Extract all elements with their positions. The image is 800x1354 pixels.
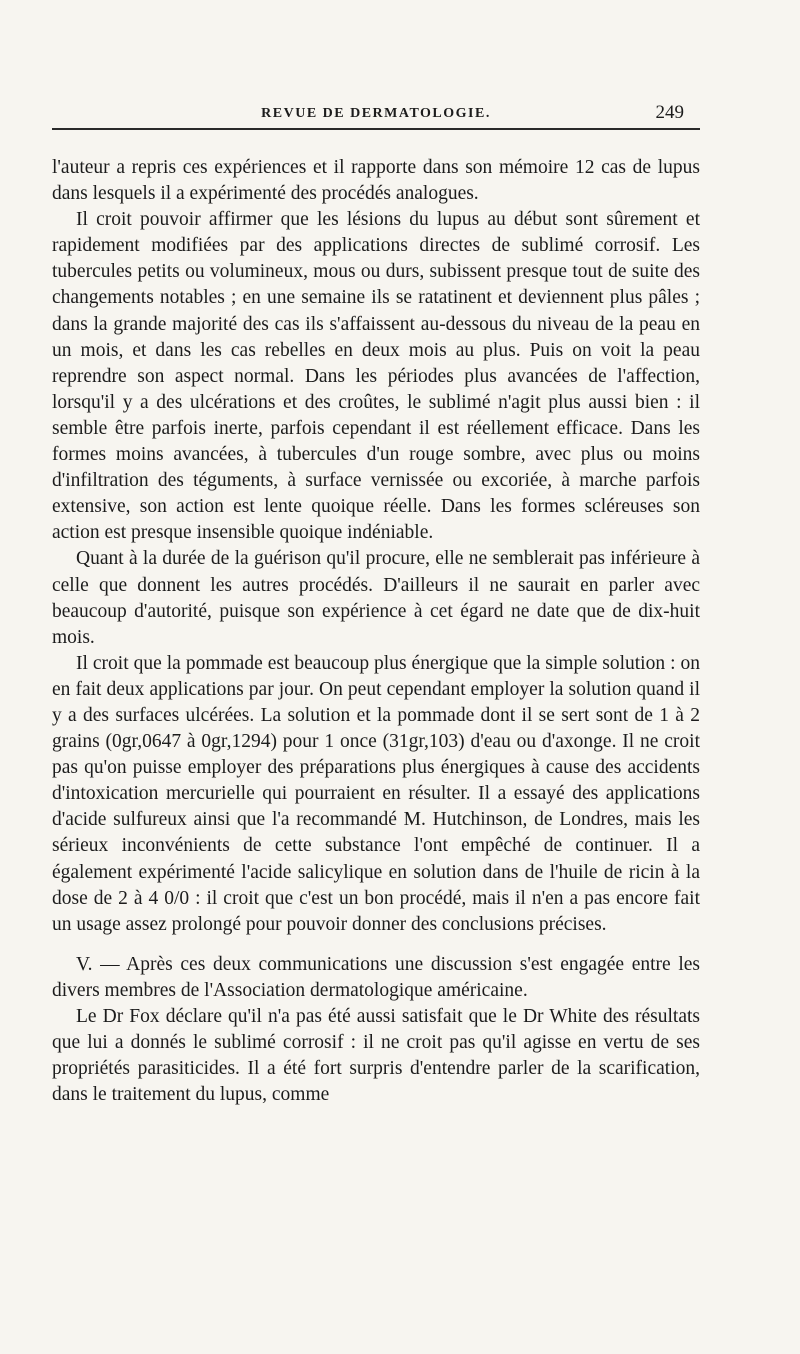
body-text bbox=[52, 155, 700, 1108]
paragraph: Il croit que la pommade est beaucoup plus énergique que la simple solution : on en fait deux applications par jour. On peut cependant employer la solution quand il y a des surfaces ulcérées. La solution et la pommade dont il se sert sont de 1 à 2 grains (0gr,0647 à 0gr,1294) pour 1 once (31gr,103) d'eau ou d'axonge. Il ne croit pas qu'on puisse employer des préparations plus énergiques à cause des accidents d'intoxication mercurielle qui pourraient en résulter. Il a essayé des applications d'acide sulfureux ainsi que l'a recommandé M. Hutchinson, de Londres, mais les sérieux inconvénients de cette substance l'ont empêché de continuer. Il a également expérimenté l'acide salicylique en solution dans de l'huile de ricin à la dose de 2 à 4 0/0 : il croit que c'est un bon procédé, mais il n'en a pas encore fait un usage assez prolongé pour pouvoir donner des conclusions précises. bbox=[52, 652, 700, 935]
paragraph-continuation: l'auteur a repris ces expériences et il rapporte dans son mémoire 12 cas de lupus dans lesquels il a expérimenté des procédés analogues. bbox=[52, 157, 700, 205]
page-number: 249 bbox=[655, 102, 684, 123]
section-v-paragraph: V. — Après ces deux communications une discussion s'est engagée entre les divers membres de l'Association dermatologique américaine. bbox=[52, 953, 700, 1001]
header-rule bbox=[52, 128, 700, 130]
page-header bbox=[52, 100, 700, 126]
paragraph: Il croit pouvoir affirmer que les lésions du lupus au début sont sûrement et rapidement modifiées par des applications directes de sublimé corrosif. Les tubercules petits ou volumineux, mous ou durs, subissent presque tout de suite des changements notables ; en une semaine ils se ratatinent et deviennent plus pâles ; dans la grande majorité des cas ils s'affaissent au-dessous du niveau de la peau en un mois, et dans les cas rebelles en deux mois au plus. Puis on voit la peau reprendre son aspect normal. Dans les périodes plus avancées de l'affection, lorsqu'il y a des ulcérations et des croûtes, le sublimé n'agit plus aussi bien : il semble être parfois inerte, parfois cependant il est réellement efficace. Dans les formes moins avancées, à tubercules d'un rouge sombre, avec plus ou moins d'infiltration des téguments, à surface vernissée ou excoriée, à marche parfois extensive, son action est lente quoique réelle. Dans les formes scléreuses son action est presque insensible quoique indéniable. bbox=[52, 209, 700, 544]
paragraph: Quant à la durée de la guérison qu'il procure, elle ne semblerait pas inférieure à celle que donnent les autres procédés. D'ailleurs il ne saurait en parler avec beaucoup d'autorité, puisque son expérience à cet égard ne date que de dix-huit mois. bbox=[52, 548, 700, 648]
running-title: REVUE DE DERMATOLOGIE. bbox=[261, 106, 491, 121]
page bbox=[52, 100, 700, 1106]
paragraph: Le Dr Fox déclare qu'il n'a pas été aussi satisfait que le Dr White des résultats que lui a donnés le sublimé corrosif : il ne croit pas qu'il agisse en vertu de ses propriétés parasiticides. Il a été fort surpris d'entendre parler de la scarification, dans le traitement du lupus, comme bbox=[52, 1006, 700, 1106]
